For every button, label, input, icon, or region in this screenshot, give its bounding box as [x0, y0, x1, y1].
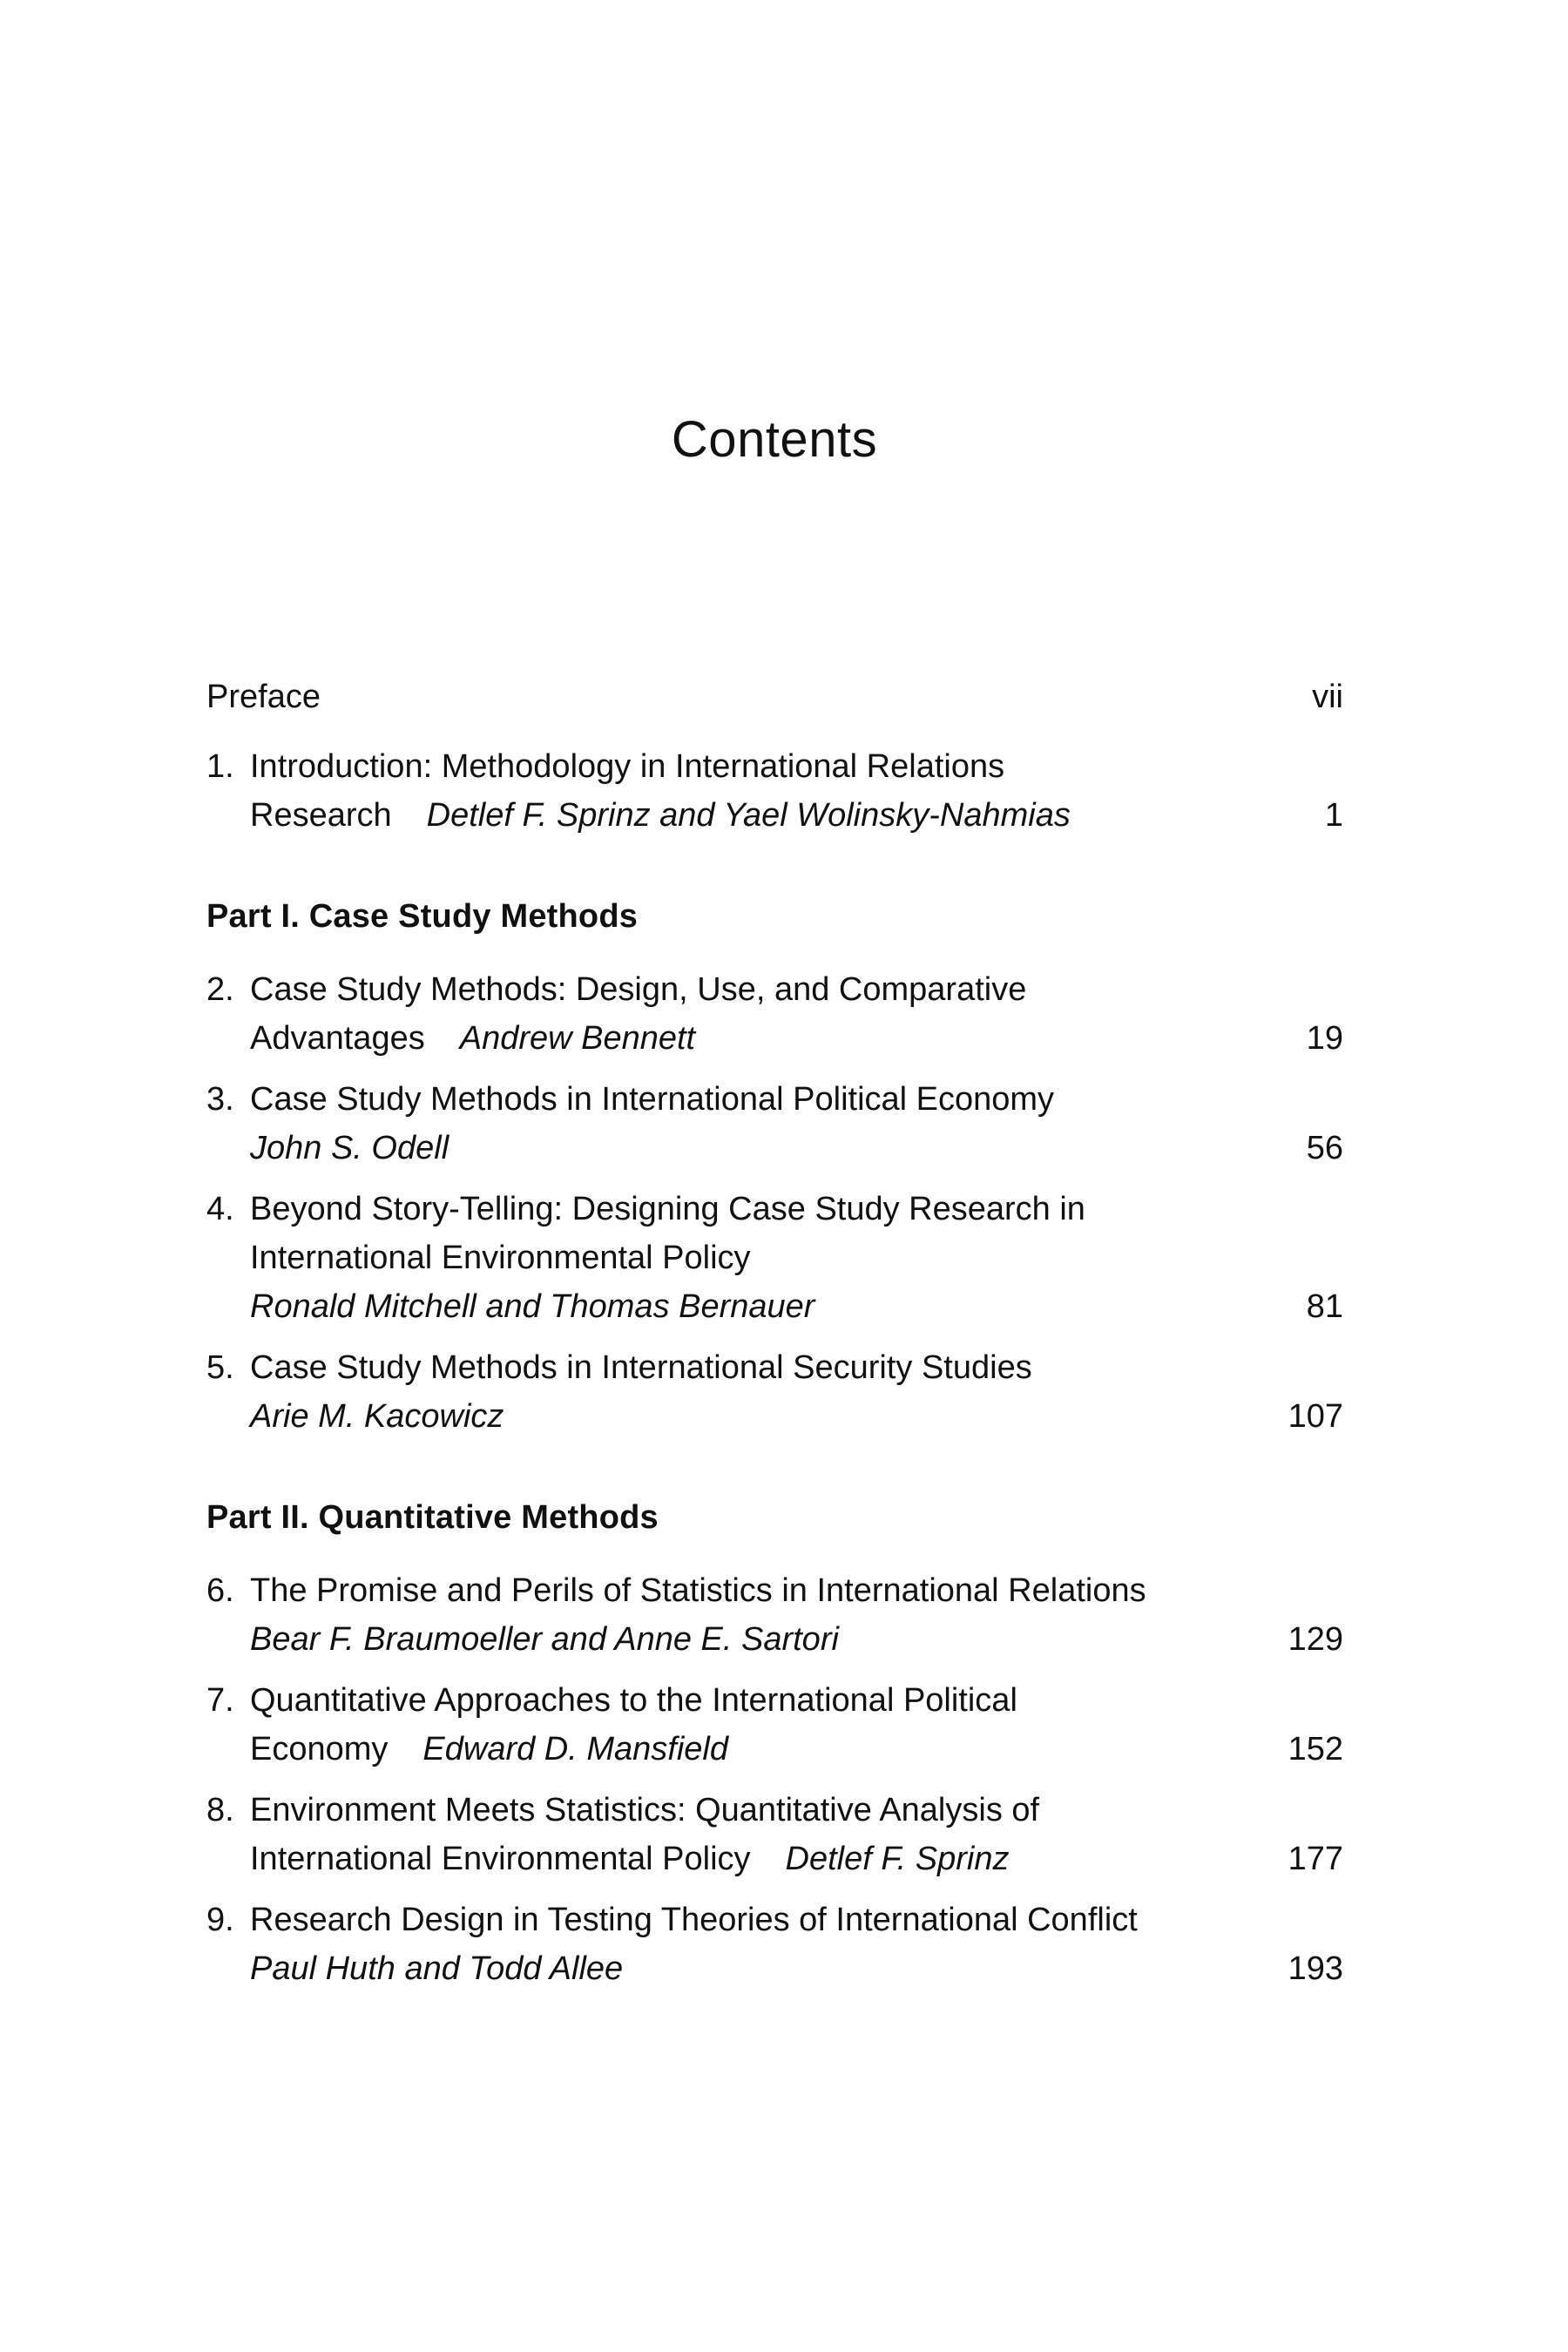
toc-page-number: vii [1312, 679, 1343, 715]
toc-page-number: 193 [1288, 1950, 1343, 1987]
chapter-number: 8. [206, 1792, 234, 1828]
toc-page-number: 81 [1306, 1288, 1343, 1325]
chapter-number: 2. [206, 971, 234, 1008]
table-of-contents [206, 672, 1343, 2005]
toc-page-number: 107 [1288, 1398, 1343, 1435]
chapter-title: The Promise and Perils of Statistics in International Relations [250, 1572, 1146, 1609]
chapter-title-continued: International Environmental Policy [250, 1841, 751, 1877]
chapter-title: Introduction: Methodology in International Relations [250, 748, 1005, 785]
toc-entry-chapter-7 [206, 1676, 1343, 1774]
chapter-title-continued: Economy [250, 1731, 389, 1767]
chapter-number: 1. [206, 748, 234, 785]
chapter-author: Ronald Mitchell and Thomas Bernauer [250, 1288, 815, 1325]
toc-page-number: 56 [1306, 1130, 1343, 1166]
chapter-number: 3. [206, 1081, 234, 1118]
toc-entry-title: Preface [206, 679, 321, 715]
toc-entry-chapter-9 [206, 1896, 1343, 1993]
chapter-title-continued: Research [250, 797, 392, 834]
chapter-author: Edward D. Mansfield [422, 1731, 728, 1767]
toc-entry-preface [206, 672, 1343, 721]
toc-page-number: 129 [1288, 1621, 1343, 1658]
page-title: Contents [671, 410, 878, 468]
chapter-author: Paul Huth and Todd Allee [250, 1950, 624, 1987]
chapter-number: 5. [206, 1349, 234, 1386]
chapter-title: Beyond Story-Telling: Designing Case Study Research in [250, 1191, 1085, 1227]
chapter-author: Arie M. Kacowicz [250, 1398, 504, 1435]
toc-page-number: 19 [1306, 1020, 1343, 1057]
chapter-title: Case Study Methods: Design, Use, and Comparative [250, 971, 1027, 1008]
toc-entry-chapter-6 [206, 1566, 1343, 1664]
chapter-number: 4. [206, 1191, 234, 1227]
chapter-author: Detlef F. Sprinz and Yael Wolinsky-Nahmias [426, 797, 1071, 834]
chapter-author: Detlef F. Sprinz [785, 1841, 1010, 1877]
toc-page-number: 1 [1324, 797, 1343, 834]
toc-entry-chapter-2 [206, 965, 1343, 1063]
chapter-title-continued: Advantages [250, 1020, 425, 1057]
chapter-title: Case Study Methods in International Security Studies [250, 1349, 1032, 1386]
chapter-title-continued: International Environmental Policy [250, 1240, 751, 1276]
chapter-author: John S. Odell [250, 1130, 449, 1166]
part-heading-2: Part II. Quantitative Methods [206, 1499, 659, 1536]
part-heading-1: Part I. Case Study Methods [206, 898, 639, 935]
chapter-title: Quantitative Approaches to the International Political [250, 1682, 1017, 1719]
toc-entry-chapter-3 [206, 1075, 1343, 1173]
chapter-number: 7. [206, 1682, 234, 1719]
toc-page-number: 177 [1288, 1841, 1343, 1877]
toc-page-number: 152 [1288, 1731, 1343, 1767]
chapter-author: Bear F. Braumoeller and Anne E. Sartori [250, 1621, 839, 1658]
chapter-title: Case Study Methods in International Political Economy [250, 1081, 1055, 1118]
chapter-title: Research Design in Testing Theories of International Conflict [250, 1902, 1138, 1938]
chapter-number: 6. [206, 1572, 234, 1609]
chapter-title: Environment Meets Statistics: Quantitative Analysis of [250, 1792, 1040, 1828]
chapter-author: Andrew Bennett [459, 1020, 696, 1057]
toc-entry-chapter-5 [206, 1343, 1343, 1441]
chapter-number: 9. [206, 1902, 234, 1938]
toc-entry-chapter-8 [206, 1786, 1343, 1883]
toc-entry-chapter-4 [206, 1185, 1343, 1331]
toc-entry-chapter-1 [206, 742, 1343, 840]
